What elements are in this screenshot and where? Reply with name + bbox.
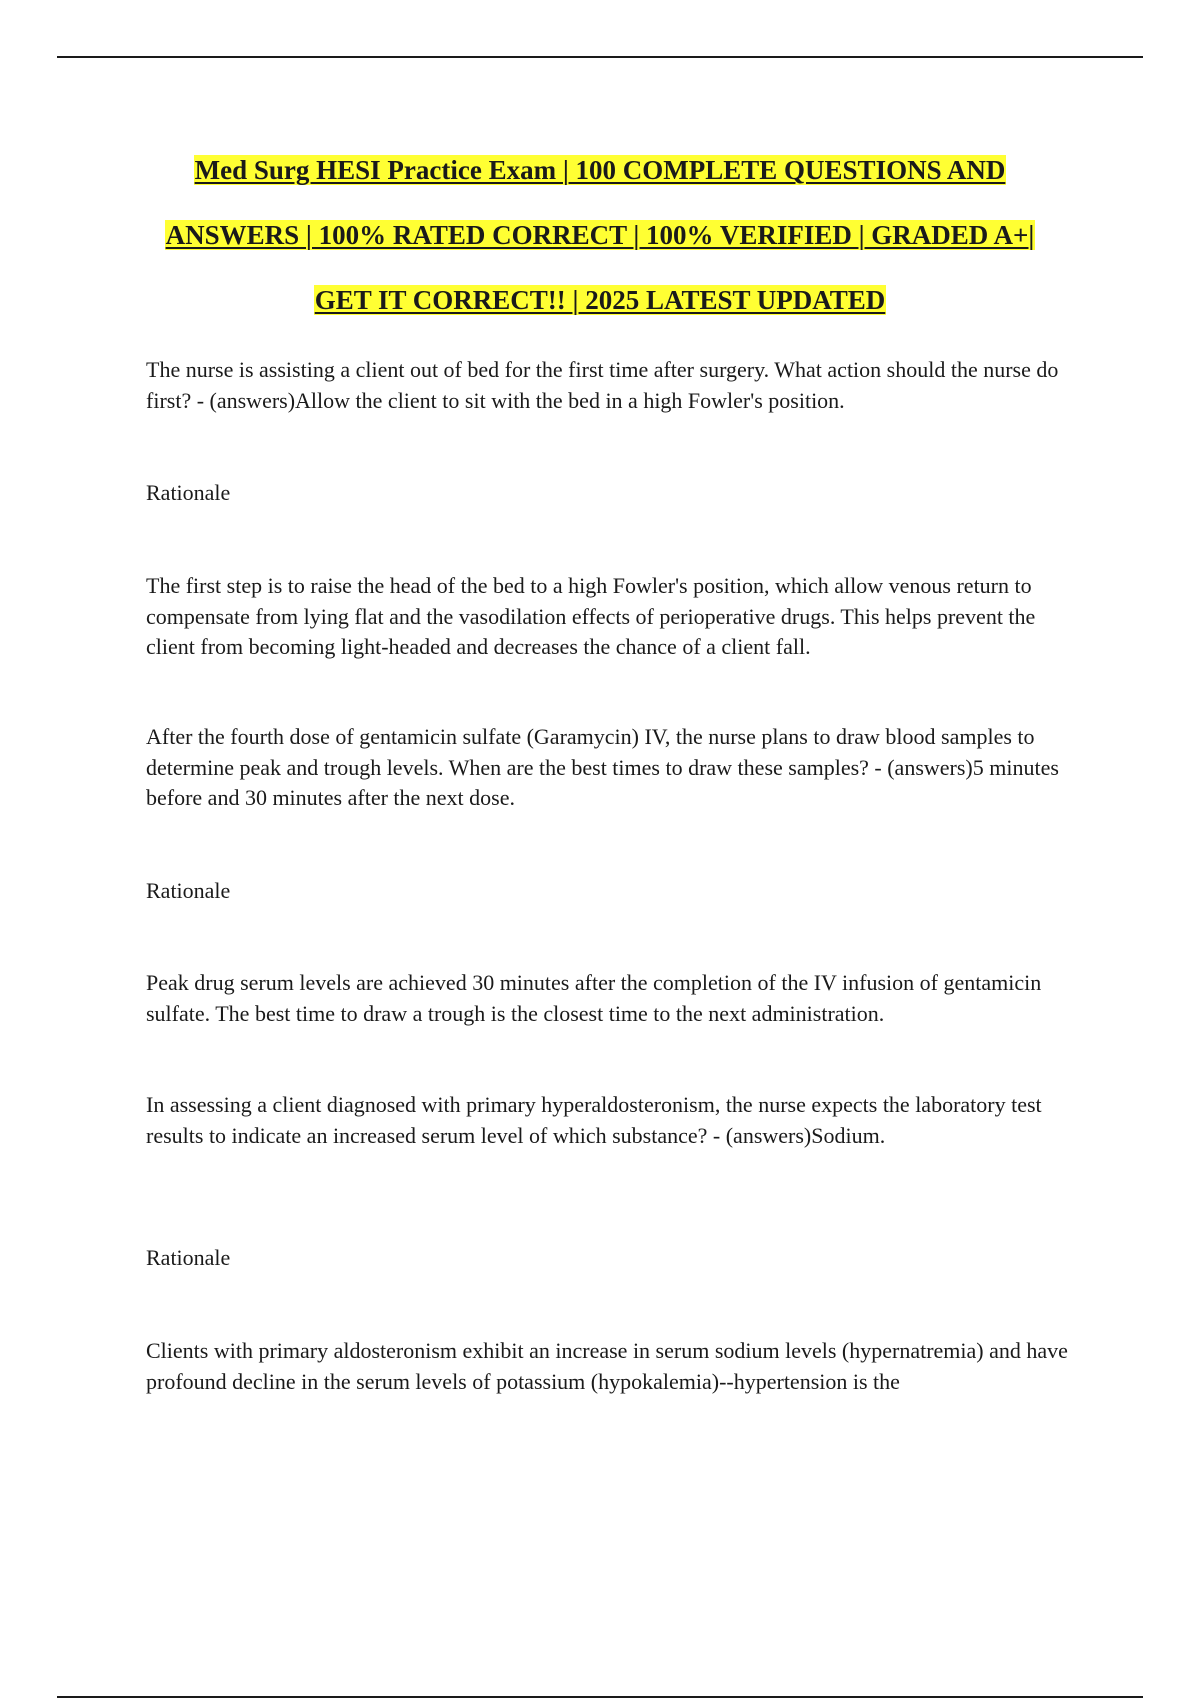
bottom-rule: [57, 1696, 1143, 1698]
rationale-3: Clients with primary aldosteronism exhibit an increase in serum sodium levels (hypernatremia) and have profound decline in the serum levels of potassium (hypokalemia)--hypertension is the: [146, 1338, 1068, 1394]
question-3: In assessing a client diagnosed with primary hyperaldosteronism, the nurse expects the laboratory test results to indicate an increased serum level of which substance? - (answers)Sodium.: [146, 1092, 1042, 1148]
title-line-3: GET IT CORRECT!! | 2025 LATEST UPDATED: [314, 285, 886, 315]
top-rule: [57, 56, 1143, 58]
rationale-1: The first step is to raise the head of the bed to a high Fowler's position, which allow venous return to compensate from lying flat and the vasodilation effects of perioperative drugs. This helps prevent the client from becoming light-headed and decreases the chance of a client fall.: [146, 573, 1036, 659]
rationale-heading-1: Rationale: [146, 480, 231, 505]
rationale-2: Peak drug serum levels are achieved 30 minutes after the completion of the IV infusion of gentamicin sulfate. The best time to draw a trough is the closest time to the next administration.: [146, 970, 1042, 1026]
question-2: After the fourth dose of gentamicin sulfate (Garamycin) IV, the nurse plans to draw blood samples to determine peak and trough levels. When are the best times to draw these samples? - (answers)5 minutes before and 30 minutes after the next dose.: [146, 724, 1059, 810]
title-line-2: ANSWERS | 100% RATED CORRECT | 100% VERIFIED | GRADED A+|: [165, 220, 1035, 250]
title-line-1: Med Surg HESI Practice Exam | 100 COMPLETE QUESTIONS AND: [194, 155, 1006, 185]
question-1: The nurse is assisting a client out of bed for the first time after surgery. What action should the nurse do first? - (answers)Allow the client to sit with the bed in a high Fowler's position.: [146, 357, 1059, 413]
rationale-heading-3: Rationale: [146, 1245, 231, 1270]
rationale-heading-2: Rationale: [146, 878, 231, 903]
document-title: [100, 138, 1100, 333]
